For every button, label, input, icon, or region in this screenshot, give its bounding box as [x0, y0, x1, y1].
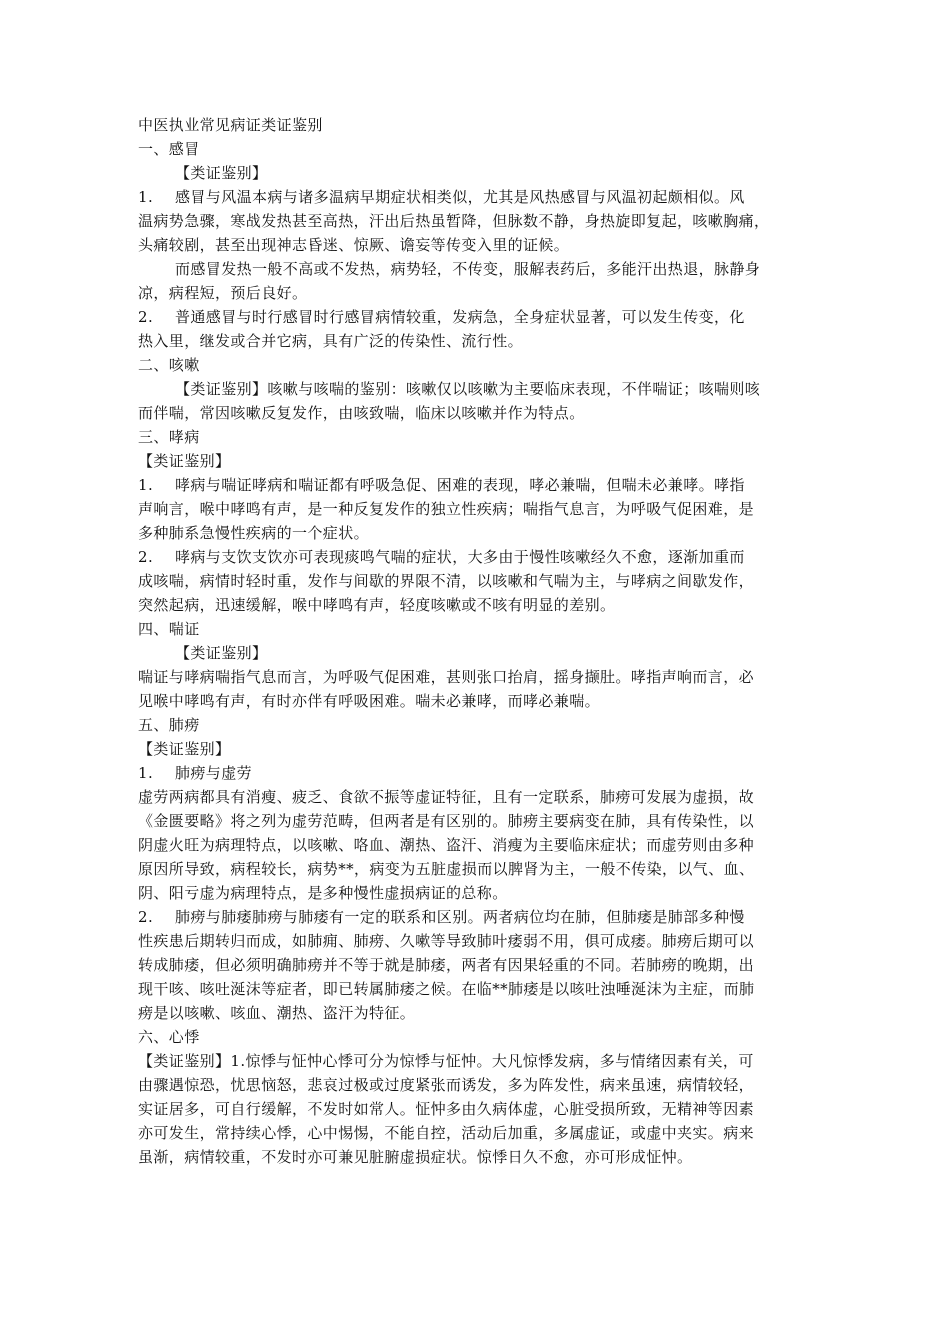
- text-line: [138, 905, 828, 929]
- section-tag: 【类证鉴别】: [175, 164, 268, 182]
- text-line: 【类证鉴别】1.惊悸与怔忡心悸可分为惊悸与怔忡。大凡惊悸发病，多与情绪因素有关，可: [138, 1052, 754, 1070]
- text-span: 普通感冒与时行感冒时行感冒病情较重，发病急，全身症状显著，可以发生传变，化: [175, 308, 745, 326]
- section-heading-tuberculosis: 五、肺痨: [138, 716, 200, 734]
- text-line: 温病势急骤，寒战发热甚至高热，汗出后热虽暂降，但脉数不静，身热旋即复起，咳嗽胸痛，: [138, 212, 770, 230]
- text-line: [138, 473, 828, 497]
- section-heading-cough: 二、咳嗽: [138, 356, 200, 374]
- section-heading-palpitation: 六、心悸: [138, 1028, 200, 1046]
- text-line: [138, 305, 828, 329]
- text-line: 虚劳两病都具有消瘦、疲乏、食欲不振等虚证特征，且有一定联系，肺痨可发展为虚损，故: [138, 788, 755, 806]
- text-line: 突然起病，迅速缓解，喉中哮鸣有声，轻度咳嗽或不咳有明显的差别。: [138, 596, 616, 614]
- text-line: 成咳喘，病情时轻时重，发作与间歇的界限不清，以咳嗽和气喘为主，与哮病之间歇发作，: [138, 572, 755, 590]
- section-heading-cold: 一、感冒: [138, 140, 200, 158]
- section-heading-asthma: 三、哮病: [138, 428, 200, 446]
- section-tag: 【类证鉴别】: [175, 644, 268, 662]
- text-span: 感冒与风温本病与诸多温病早期症状相类似，尤其是风热感冒与风温初起颇相似。风: [175, 188, 745, 206]
- text-line: 痨是以咳嗽、咳血、潮热、盗汗为特征。: [138, 1004, 416, 1022]
- item-number: 1.: [138, 188, 154, 206]
- section-heading-dyspnea: 四、喘证: [138, 620, 200, 638]
- text-line: 实证居多，可自行缓解，不发时如常人。怔忡多由久病体虚，心脏受损所致，无精神等因素: [138, 1100, 755, 1118]
- text-line: 原因所导致，病程较长，病势**，病变为五脏虚损而以脾肾为主，一般不传染，以气、血、: [138, 860, 755, 878]
- text-line: 头痛较剧，甚至出现神志昏迷、惊厥、谵妄等传变入里的证候。: [138, 236, 570, 254]
- document-title: 中医执业常见病证类证鉴别: [138, 116, 323, 134]
- text-line: [138, 185, 828, 209]
- section-tag: 【类证鉴别】: [138, 740, 231, 758]
- item-number: 2.: [138, 548, 154, 566]
- text-line: 阴虚火旺为病理特点，以咳嗽、咯血、潮热、盗汗、消瘦为主要临床症状；而虚劳则由多种: [138, 836, 755, 854]
- text-line: 凉，病程短，预后良好。: [138, 284, 308, 302]
- text-span: 哮病与喘证哮病和喘证都有呼吸急促、困难的表现，哮必兼喘，但喘未必兼哮。哮指: [175, 476, 745, 494]
- text-line: 【类证鉴别】咳嗽与咳喘的鉴别：咳嗽仅以咳嗽为主要临床表现，不伴喘证；咳喘则咳: [175, 380, 761, 398]
- text-line: 喘证与哮病喘指气息而言，为呼吸气促困难，甚则张口抬肩，摇身撷肚。哮指声响而言，必: [138, 668, 755, 686]
- item-number: 1.: [138, 764, 154, 782]
- section-tag: 【类证鉴别】: [138, 452, 231, 470]
- text-line: 转成肺痿，但必须明确肺痨并不等于就是肺痿，两者有因果轻重的不同。若肺痨的晚期，出: [138, 956, 755, 974]
- text-line: [138, 545, 828, 569]
- text-line: 声响言，喉中哮鸣有声，是一种反复发作的独立性疾病；喘指气息言，为呼吸气促困难，是: [138, 500, 755, 518]
- text-line: 见喉中哮鸣有声，有时亦伴有呼吸困难。喘未必兼哮，而哮必兼喘。: [138, 692, 601, 710]
- item-number: 2.: [138, 308, 154, 326]
- text-line: 多种肺系急慢性疾病的一个症状。: [138, 524, 370, 542]
- text-line: 而感冒发热一般不高或不发热，病势轻，不传变，服解表药后，多能汗出热退，脉静身: [175, 260, 761, 278]
- item-number: 2.: [138, 908, 154, 926]
- text-line: 而伴喘，常因咳嗽反复发作，由咳致喘，临床以咳嗽并作为特点。: [138, 404, 585, 422]
- text-span: 哮病与支饮支饮亦可表现痰鸣气喘的症状，大多由于慢性咳嗽经久不愈，逐渐加重而: [175, 548, 745, 566]
- text-line: 由骤遇惊恐，忧思恼怒，悲哀过极或过度紧张而诱发，多为阵发性，病来虽速，病情较轻，: [138, 1076, 755, 1094]
- text-span: 肺痨与肺痿肺痨与肺痿有一定的联系和区别。两者病位均在肺，但肺痿是肺部多种慢: [175, 908, 745, 926]
- text-line: 热入里，继发或合并它病，具有广泛的传染性、流行性。: [138, 332, 524, 350]
- text-line: 现干咳、咳吐涎沫等症者，即已转属肺痿之候。在临**肺痿是以咳吐浊唾涎沫为主症，而肺: [138, 980, 755, 998]
- text-line: [138, 761, 828, 785]
- item-number: 1.: [138, 476, 154, 494]
- text-line: 亦可发生，常持续心悸，心中惕惕，不能自控，活动后加重，多属虚证，或虚中夹实。病来: [138, 1124, 755, 1142]
- document-page: [138, 113, 828, 1169]
- text-line: 虽渐，病情较重，不发时亦可兼见脏腑虚损症状。惊悸日久不愈，亦可形成怔忡。: [138, 1148, 693, 1166]
- text-line: 阴、阳亏虚为病理特点，是多种慢性虚损病证的总称。: [138, 884, 508, 902]
- text-line: 《金匮要略》将之列为虚劳范畴，但两者是有区别的。肺痨主要病变在肺，具有传染性，以: [138, 812, 755, 830]
- text-line: 性疾患后期转归而成，如肺痈、肺痨、久嗽等导致肺叶痿弱不用，俱可成痿。肺痨后期可以: [138, 932, 755, 950]
- subsection-title: 肺痨与虚劳: [175, 764, 253, 782]
